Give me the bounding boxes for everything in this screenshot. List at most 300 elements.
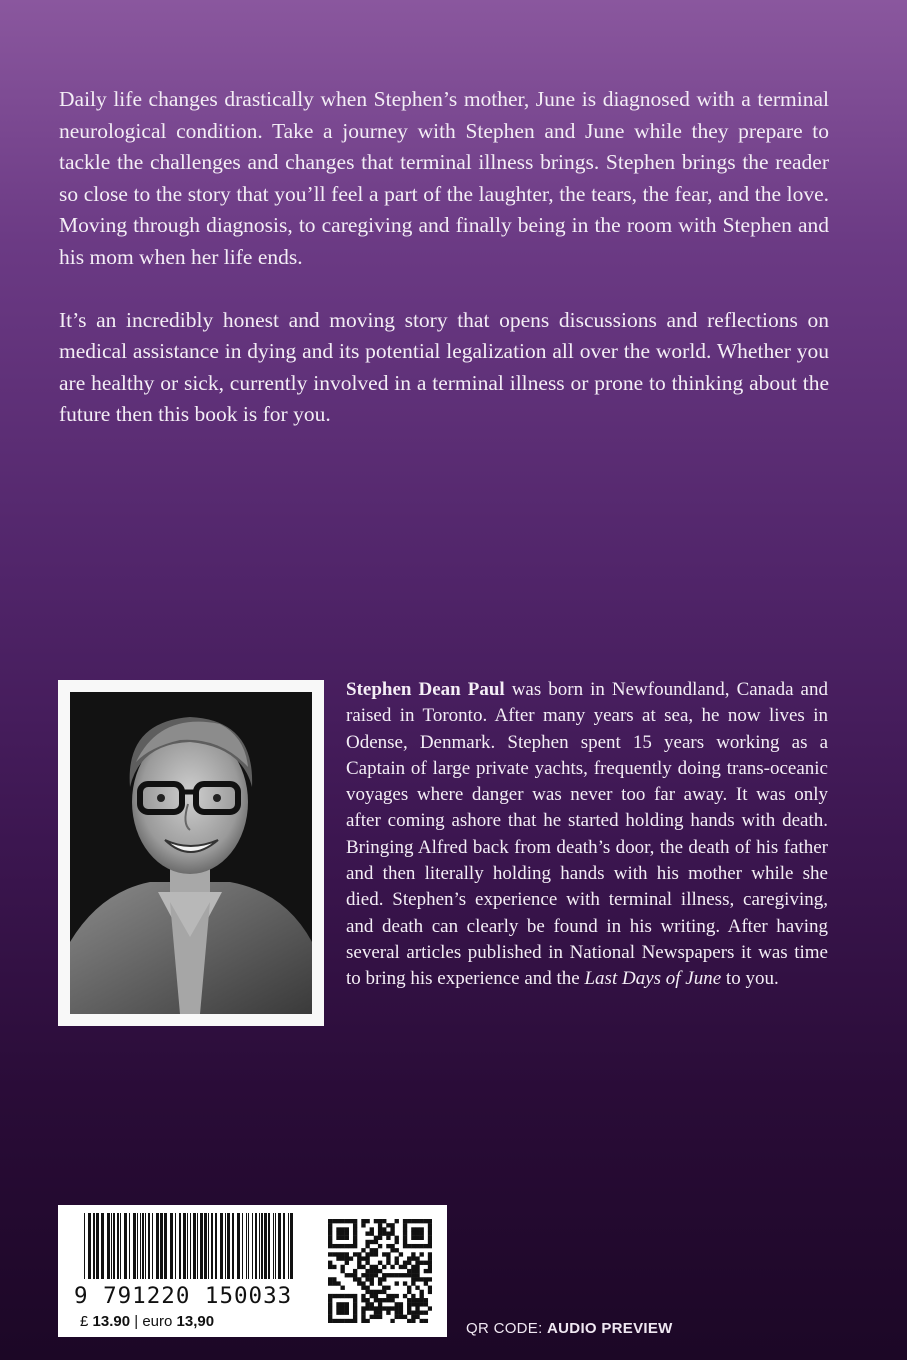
qr-module	[345, 1236, 349, 1240]
qr-module	[332, 1265, 336, 1269]
barcode-bar	[227, 1213, 230, 1279]
qr-code[interactable]	[328, 1219, 432, 1323]
qr-module	[361, 1298, 365, 1302]
qr-module	[407, 1244, 411, 1248]
barcode-bar	[120, 1213, 121, 1279]
qr-module	[328, 1244, 332, 1248]
qr-module	[415, 1269, 419, 1273]
qr-module	[407, 1219, 411, 1223]
barcode-bar	[204, 1213, 207, 1279]
qr-module	[386, 1256, 390, 1260]
qr-module	[365, 1252, 369, 1256]
qr-code-label	[466, 1320, 673, 1337]
barcode-bar	[275, 1213, 276, 1279]
qr-module	[374, 1315, 378, 1319]
qr-module	[374, 1311, 378, 1315]
qr-module	[386, 1236, 390, 1240]
qr-module	[424, 1298, 428, 1302]
barcode-bar	[259, 1213, 260, 1279]
qr-module	[345, 1244, 349, 1248]
qr-module	[374, 1290, 378, 1294]
qr-module	[395, 1236, 399, 1240]
qr-module	[374, 1294, 378, 1298]
qr-module	[340, 1236, 344, 1240]
barcode-bar	[288, 1213, 289, 1279]
qr-module	[361, 1306, 365, 1310]
qr-module	[361, 1319, 365, 1323]
qr-module	[370, 1290, 374, 1294]
qr-module	[357, 1277, 361, 1281]
barcode-bar	[142, 1213, 144, 1279]
qr-module	[349, 1294, 353, 1298]
qr-module	[395, 1273, 399, 1277]
qr-module	[353, 1277, 357, 1281]
qr-module	[428, 1269, 432, 1273]
qr-module	[415, 1298, 419, 1302]
qr-module	[336, 1256, 340, 1260]
qr-module	[336, 1311, 340, 1315]
barcode-bar	[160, 1213, 163, 1279]
qr-module	[340, 1294, 344, 1298]
qr-module	[378, 1302, 382, 1306]
qr-module	[349, 1219, 353, 1223]
qr-module	[382, 1286, 386, 1290]
qr-module	[399, 1311, 403, 1315]
qr-module	[336, 1252, 340, 1256]
qr-module	[386, 1306, 390, 1310]
qr-module	[340, 1319, 344, 1323]
barcode-bar	[197, 1213, 198, 1279]
qr-module	[328, 1261, 332, 1265]
barcode-bar	[111, 1213, 112, 1279]
qr-module	[390, 1273, 394, 1277]
qr-module	[374, 1273, 378, 1277]
qr-module	[399, 1252, 403, 1256]
qr-module	[415, 1311, 419, 1315]
qr-module	[340, 1311, 344, 1315]
qr-module	[411, 1231, 415, 1235]
qr-module	[332, 1294, 336, 1298]
qr-module	[420, 1277, 424, 1281]
qr-module	[332, 1281, 336, 1285]
qr-module	[378, 1231, 382, 1235]
qr-module	[403, 1265, 407, 1269]
qr-module	[353, 1311, 357, 1315]
qr-module	[340, 1252, 344, 1256]
qr-module	[411, 1227, 415, 1231]
qr-module	[390, 1319, 394, 1323]
barcode-bar	[175, 1213, 176, 1279]
qr-module	[328, 1252, 332, 1256]
author-photo-frame	[58, 680, 324, 1026]
qr-module	[340, 1302, 344, 1306]
qr-module	[428, 1277, 432, 1281]
barcode-bar	[164, 1213, 167, 1279]
qr-module	[411, 1294, 415, 1298]
qr-module	[378, 1315, 382, 1319]
barcode-bar	[232, 1213, 234, 1279]
qr-module	[370, 1240, 374, 1244]
barcode-bar	[261, 1213, 263, 1279]
qr-module	[420, 1294, 424, 1298]
qr-module	[378, 1219, 382, 1223]
barcode-bar	[248, 1213, 249, 1279]
qr-module	[395, 1256, 399, 1260]
qr-module	[336, 1231, 340, 1235]
qr-module	[336, 1236, 340, 1240]
qr-module	[424, 1281, 428, 1285]
qr-module	[407, 1273, 411, 1277]
qr-module	[411, 1252, 415, 1256]
qr-module	[424, 1269, 428, 1273]
qr-module	[386, 1223, 390, 1227]
barcode-bar	[273, 1213, 274, 1279]
barcode-bar	[225, 1213, 226, 1279]
qr-module	[415, 1265, 419, 1269]
qr-module	[378, 1277, 382, 1281]
qr-module	[428, 1231, 432, 1235]
qr-module	[361, 1281, 365, 1285]
qr-module	[361, 1273, 365, 1277]
barcode-bar	[242, 1213, 243, 1279]
qr-module	[336, 1319, 340, 1323]
qr-module	[328, 1315, 332, 1319]
qr-module	[420, 1244, 424, 1248]
qr-module	[328, 1277, 332, 1281]
qr-module	[328, 1231, 332, 1235]
qr-module	[395, 1261, 399, 1265]
qr-module	[415, 1236, 419, 1240]
barcode-bar	[113, 1213, 115, 1279]
qr-module	[361, 1286, 365, 1290]
barcode-bar	[208, 1213, 209, 1279]
qr-module	[370, 1306, 374, 1310]
qr-module	[420, 1261, 424, 1265]
qr-module	[336, 1306, 340, 1310]
qr-module	[428, 1244, 432, 1248]
qr-module	[336, 1219, 340, 1223]
qr-module	[390, 1294, 394, 1298]
price-gbp-symbol: £	[80, 1313, 89, 1330]
qr-module	[424, 1311, 428, 1315]
qr-module	[353, 1231, 357, 1235]
qr-module	[340, 1286, 344, 1290]
barcode-bar	[252, 1213, 253, 1279]
qr-module	[365, 1290, 369, 1294]
qr-module	[345, 1252, 349, 1256]
qr-module	[345, 1273, 349, 1277]
qr-module	[399, 1265, 403, 1269]
qr-module	[382, 1265, 386, 1269]
qr-module	[378, 1298, 382, 1302]
barcode-bar	[268, 1213, 270, 1279]
qr-module	[349, 1273, 353, 1277]
qr-module	[428, 1290, 432, 1294]
qr-module	[370, 1315, 374, 1319]
qr-module	[386, 1286, 390, 1290]
qr-module	[357, 1261, 361, 1265]
qr-module	[395, 1315, 399, 1319]
qr-module	[411, 1298, 415, 1302]
blurb-paragraph-2: It’s an incredibly honest and moving story that opens discussions and reflections on medical assistance in dying and its potential legalization all over the world. Whether you are healthy or sick, currently involved in a terminal illness or prone to thinking about the future then this book is for you.	[59, 307, 829, 427]
qr-module	[353, 1298, 357, 1302]
qr-module	[428, 1261, 432, 1265]
qr-module	[407, 1298, 411, 1302]
qr-module	[353, 1236, 357, 1240]
qr-module	[403, 1231, 407, 1235]
barcode-bar	[290, 1213, 293, 1279]
qr-module	[411, 1302, 415, 1306]
barcode-bar	[187, 1213, 188, 1279]
qr-module	[353, 1219, 357, 1223]
qr-module	[428, 1265, 432, 1269]
barcode-bar	[193, 1213, 196, 1279]
qr-module	[395, 1240, 399, 1244]
qr-module	[407, 1311, 411, 1315]
qr-module	[428, 1236, 432, 1240]
qr-module	[345, 1219, 349, 1223]
qr-module	[336, 1244, 340, 1248]
qr-module	[428, 1223, 432, 1227]
barcode-bar	[215, 1213, 217, 1279]
qr-module	[395, 1219, 399, 1223]
qr-module	[399, 1273, 403, 1277]
qr-label-prefix: QR CODE:	[466, 1320, 543, 1337]
qr-module	[411, 1265, 415, 1269]
qr-module	[365, 1231, 369, 1235]
qr-label-title: AUDIO PREVIEW	[547, 1320, 673, 1337]
qr-module	[345, 1231, 349, 1235]
qr-module	[332, 1219, 336, 1223]
qr-module	[395, 1294, 399, 1298]
barcode-bar	[140, 1213, 141, 1279]
qr-module	[328, 1223, 332, 1227]
qr-module	[365, 1219, 369, 1223]
qr-module	[403, 1294, 407, 1298]
qr-module	[403, 1281, 407, 1285]
qr-module	[345, 1294, 349, 1298]
qr-module	[361, 1265, 365, 1269]
qr-module	[353, 1240, 357, 1244]
qr-module	[382, 1273, 386, 1277]
qr-module	[390, 1298, 394, 1302]
barcode-bar	[220, 1213, 223, 1279]
qr-module	[420, 1236, 424, 1240]
qr-module	[411, 1244, 415, 1248]
barcode-bar	[124, 1213, 127, 1279]
qr-module	[424, 1277, 428, 1281]
qr-module	[365, 1256, 369, 1260]
qr-module	[328, 1265, 332, 1269]
qr-module	[390, 1248, 394, 1252]
qr-module	[378, 1236, 382, 1240]
qr-module	[370, 1227, 374, 1231]
qr-module	[370, 1277, 374, 1281]
barcode-bar	[101, 1213, 104, 1279]
qr-module	[403, 1236, 407, 1240]
qr-module	[378, 1306, 382, 1310]
qr-module	[357, 1252, 361, 1256]
qr-module	[378, 1311, 382, 1315]
price-separator: |	[134, 1313, 139, 1330]
barcode-bar	[93, 1213, 95, 1279]
qr-module	[411, 1319, 415, 1323]
qr-module	[420, 1252, 424, 1256]
qr-module	[349, 1319, 353, 1323]
qr-module	[407, 1269, 411, 1273]
qr-module	[332, 1244, 336, 1248]
qr-module	[386, 1231, 390, 1235]
bio-text-end: to you.	[721, 968, 779, 990]
qr-module	[365, 1319, 369, 1323]
qr-module	[353, 1227, 357, 1231]
barcode-bar	[84, 1213, 85, 1279]
qr-module	[390, 1265, 394, 1269]
barcode-bar	[183, 1213, 186, 1279]
qr-module	[340, 1227, 344, 1231]
qr-module	[390, 1306, 394, 1310]
qr-module	[361, 1248, 365, 1252]
barcode-bar	[283, 1213, 285, 1279]
qr-module	[407, 1290, 411, 1294]
qr-module	[382, 1277, 386, 1281]
qr-module	[370, 1265, 374, 1269]
qr-module	[332, 1319, 336, 1323]
barcode-bar	[107, 1213, 110, 1279]
qr-module	[420, 1298, 424, 1302]
qr-module	[415, 1315, 419, 1319]
qr-module	[378, 1261, 382, 1265]
qr-module	[403, 1273, 407, 1277]
qr-module	[382, 1252, 386, 1256]
qr-module	[403, 1244, 407, 1248]
qr-module	[353, 1269, 357, 1273]
qr-module	[374, 1298, 378, 1302]
price-gbp: 13.90	[92, 1313, 131, 1330]
qr-module	[340, 1244, 344, 1248]
barcode-bar	[246, 1213, 247, 1279]
qr-module	[415, 1261, 419, 1265]
qr-module	[365, 1269, 369, 1273]
barcode-bar	[190, 1213, 191, 1279]
author-portrait-image	[70, 692, 312, 1014]
qr-module	[349, 1244, 353, 1248]
qr-module	[361, 1223, 365, 1227]
qr-module	[328, 1298, 332, 1302]
qr-module	[428, 1256, 432, 1260]
qr-module	[395, 1306, 399, 1310]
qr-module	[353, 1319, 357, 1323]
qr-module	[420, 1227, 424, 1231]
qr-module	[415, 1244, 419, 1248]
author-name: Stephen Dean Paul	[346, 679, 505, 700]
barcode-bar	[117, 1213, 119, 1279]
qr-module	[336, 1302, 340, 1306]
qr-module	[328, 1281, 332, 1285]
barcode-bar	[137, 1213, 138, 1279]
qr-module	[328, 1294, 332, 1298]
qr-module	[403, 1223, 407, 1227]
qr-module	[374, 1269, 378, 1273]
qr-module	[328, 1219, 332, 1223]
qr-module	[382, 1290, 386, 1294]
qr-module	[357, 1256, 361, 1260]
qr-module	[328, 1306, 332, 1310]
barcode-bar	[211, 1213, 213, 1279]
barcode-bar	[278, 1213, 281, 1279]
price-label	[80, 1313, 214, 1330]
qr-module	[374, 1236, 378, 1240]
author-photo	[70, 692, 312, 1014]
qr-module	[357, 1281, 361, 1285]
qr-module	[365, 1286, 369, 1290]
qr-module	[328, 1311, 332, 1315]
qr-module	[424, 1219, 428, 1223]
qr-module	[340, 1219, 344, 1223]
qr-module	[370, 1269, 374, 1273]
qr-module	[378, 1290, 382, 1294]
qr-module	[411, 1281, 415, 1285]
qr-module	[349, 1256, 353, 1260]
barcode-bar	[96, 1213, 99, 1279]
qr-module	[386, 1261, 390, 1265]
bio-text: was born in Newfoundland, Canada and raised in Toronto. After many years at sea, he now lives in Odense, Denmark. Stephen spent 15 years working as a Captain of large private yachts, frequently doing trans-oceanic voyages where danger was never too far away. It was only after coming ashore that he started holding hands with death. Bringing Alfred back from death’s door, the death of his father and then literally holding hands with his mother while she died. Stephen’s experience with terminal illness, caregiving, and death can clearly be found in his writing. After having several articles published in National Newspapers it was time to bring his experience and the	[346, 679, 828, 990]
qr-module	[345, 1311, 349, 1315]
qr-module	[386, 1294, 390, 1298]
qr-module	[340, 1265, 344, 1269]
qr-module	[386, 1298, 390, 1302]
qr-module	[428, 1227, 432, 1231]
qr-module	[340, 1269, 344, 1273]
barcode-bar	[133, 1213, 136, 1279]
qr-module	[340, 1256, 344, 1260]
qr-module	[378, 1227, 382, 1231]
qr-module	[365, 1240, 369, 1244]
qr-module	[411, 1256, 415, 1260]
qr-module	[411, 1219, 415, 1223]
qr-module	[382, 1306, 386, 1310]
qr-module	[345, 1319, 349, 1323]
qr-module	[374, 1265, 378, 1269]
qr-module	[345, 1256, 349, 1260]
qr-module	[403, 1261, 407, 1265]
qr-module	[415, 1227, 419, 1231]
qr-module	[370, 1302, 374, 1306]
qr-module	[353, 1223, 357, 1227]
blurb-paragraph-1: Daily life changes drastically when Stephen’s mother, June is diagnosed with a terminal neurological condition. Take a journey with Stephen and June while they prepare to tackle the challenges and changes that terminal illness brings. Stephen brings the reader so close to the story that you’ll feel a part of the laughter, the tears, the fear, and the love. Moving through diagnosis, to caregiving and finally being in the room with Stephen and his mom when her life ends.	[59, 87, 829, 269]
qr-module	[336, 1281, 340, 1285]
qr-module	[403, 1240, 407, 1244]
qr-module	[365, 1273, 369, 1277]
qr-module	[415, 1286, 419, 1290]
qr-module	[378, 1281, 382, 1285]
qr-module	[382, 1227, 386, 1231]
qr-module	[411, 1311, 415, 1315]
qr-module	[361, 1315, 365, 1319]
qr-module	[386, 1273, 390, 1277]
barcode-bar	[200, 1213, 203, 1279]
qr-module	[353, 1315, 357, 1319]
isbn-barcode	[84, 1213, 304, 1283]
qr-module	[399, 1306, 403, 1310]
qr-module	[328, 1236, 332, 1240]
barcode-bar	[152, 1213, 153, 1279]
barcode-bar	[156, 1213, 159, 1279]
qr-module	[365, 1302, 369, 1306]
qr-module	[399, 1302, 403, 1306]
qr-module	[365, 1244, 369, 1248]
qr-module	[386, 1311, 390, 1315]
